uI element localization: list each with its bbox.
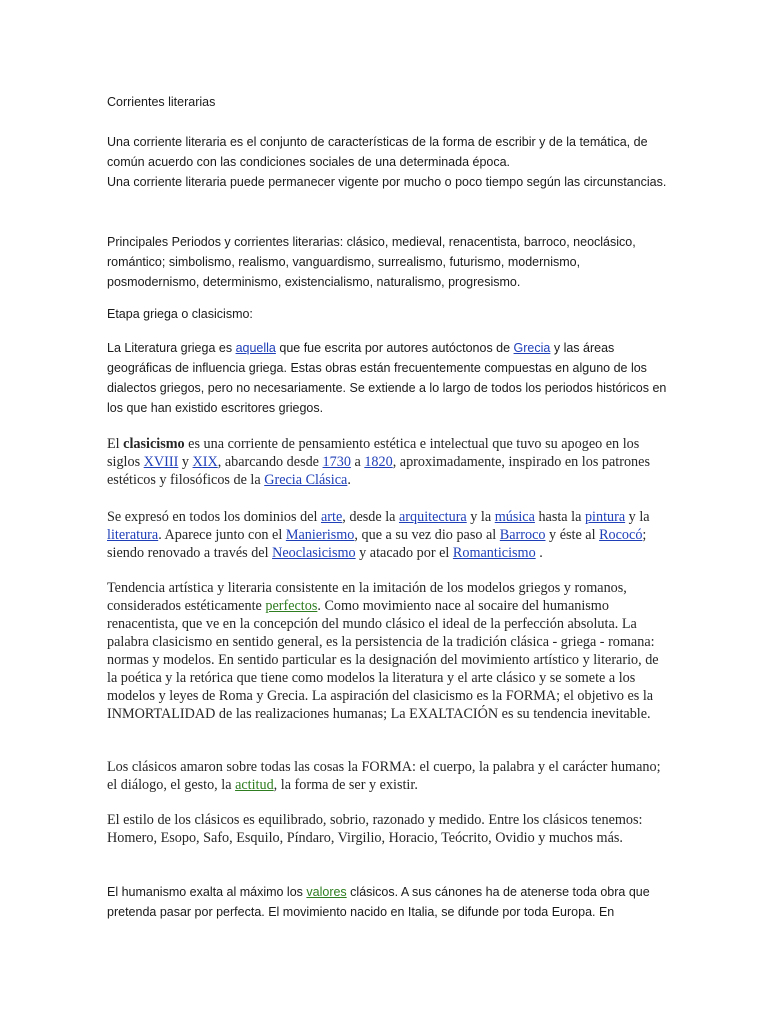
text-span: Se expresó en todos los dominios del: [107, 509, 321, 525]
estilo-paragraph: El estilo de los clásicos es equilibrado, sobrio, razonado y medido. Entre los clásicos tenemos: Homero, Esopo, Safo, Esquilo, Píndaro, Virgilio, Horacio, Teócrito, Ovidio y muchos más.: [107, 812, 643, 846]
clasicismo-paragraph: [107, 435, 667, 489]
link-grecia[interactable]: Grecia: [513, 341, 551, 355]
link-romanticismo[interactable]: Romanticismo: [452, 545, 536, 561]
amaron-paragraph: [107, 758, 667, 794]
link-xix[interactable]: XIX: [192, 454, 218, 470]
text-span: y: [178, 454, 193, 470]
text-span: es una corriente de pensamiento estética e intelectual que tuvo su apogeo en los siglos: [107, 436, 640, 470]
text-span: a: [350, 454, 365, 470]
link-arte[interactable]: arte: [320, 509, 343, 525]
text-span: y atacado por el: [355, 545, 453, 561]
text-span: .: [347, 472, 351, 488]
link-aquella[interactable]: aquella: [235, 341, 276, 355]
periods-paragraph: Principales Periodos y corrientes literarias: clásico, medieval, renacentista, barroco, neoclásico, romántico; simbolismo, realismo, vanguardismo, surrealismo, futurismo, modernismo, posmodernismo, determinismo, existencialismo, naturalismo, progresismo.: [107, 235, 636, 289]
link-rococo[interactable]: Rococó: [599, 527, 643, 543]
stage-heading: Etapa griega o clasicismo:: [107, 307, 253, 321]
text-span: .: [535, 545, 543, 561]
link-xviii[interactable]: XVIII: [143, 454, 179, 470]
intro-paragraph-2: Una corriente literaria puede permanecer vigente por mucho o poco tiempo según las circunstancias.: [107, 175, 667, 189]
text-span: , abarcando desde: [217, 454, 323, 470]
text-span: , desde la: [342, 509, 399, 525]
text-span: Tendencia artística y literaria consistente en la imitación de los modelos griegos y romanos, considerados estéticamente: [107, 580, 627, 614]
text-span: El: [107, 436, 124, 452]
tendencia-paragraph: [107, 579, 667, 723]
text-span: Los clásicos amaron sobre todas las cosas la FORMA: el cuerpo, la palabra y el carácter humano; el diálogo, el gesto, la: [107, 759, 661, 793]
link-pintura[interactable]: pintura: [584, 509, 626, 525]
link-1820[interactable]: 1820: [364, 454, 393, 470]
link-literatura[interactable]: literatura: [107, 527, 159, 543]
text-span: y éste al: [545, 527, 600, 543]
link-manierismo[interactable]: Manierismo: [285, 527, 355, 543]
text-span: , que a su vez dio paso al: [354, 527, 500, 543]
link-grecia-clasica[interactable]: Grecia Clásica: [264, 472, 348, 488]
text-span: y la: [466, 509, 495, 525]
text-span: clásicos. A sus cánones ha de atenerse toda obra que pretenda pasar por perfecta. El movimiento nacido en Italia, se difunde por toda Europa. En: [107, 885, 650, 919]
text-span: , aproximadamente, inspirado en los patrones estéticos y filosóficos de la: [107, 454, 650, 488]
text-span: . Como movimiento nace al socaire del humanismo renacentista, que ve en la concepción del mundo clásico el ideal de la perfección absoluta. La palabra clasicismo en sentido general, es la persistencia de la tradición clásica - griega - romana: normas y modelos. En sentido particular es la designación del movimiento artístico y literario, de la poética y la retórica que tiene como modelos la literatura y el arte clásico y se somete a los modelos y leyes de Roma y Grecia. La aspiración del clasicismo es la FORMA; el objetivo es la INMORTALIDAD de las realizaciones humanas; La EXALTACIÓN es su tendencia inevitable.: [107, 598, 659, 722]
text-span: La Literatura griega es: [107, 341, 236, 355]
link-perfectos[interactable]: perfectos: [265, 598, 318, 614]
link-valores[interactable]: valores: [306, 885, 347, 899]
link-neoclasicismo[interactable]: Neoclasicismo: [272, 545, 356, 561]
document-title: Corrientes literarias: [107, 95, 216, 109]
greek-literature-paragraph: [107, 338, 667, 418]
intro-paragraph-1: Una corriente literaria es el conjunto de características de la forma de escribir y de la temática, de común acuerdo con las condiciones sociales de una determinada época.: [107, 135, 648, 169]
text-span: El humanismo exalta al máximo los: [107, 885, 307, 899]
link-musica[interactable]: música: [494, 509, 535, 525]
bold-term: clasicismo: [123, 436, 185, 452]
text-span: y las áreas geográficas de influencia griega. Estas obras están frecuentemente compuestas en alguno de los dialectos griegos, pero no necesariamente. Se extiende a lo largo de todos los periodos históricos en los que han existido escritores griegos.: [107, 341, 667, 415]
text-span: , la forma de ser y existir.: [273, 777, 418, 793]
link-1730[interactable]: 1730: [322, 454, 351, 470]
link-arquitectura[interactable]: arquitectura: [398, 509, 467, 525]
link-actitud[interactable]: actitud: [235, 777, 274, 793]
expreso-paragraph: [107, 508, 667, 562]
text-span: . Aparece junto con el: [158, 527, 286, 543]
text-span: y la: [625, 509, 650, 525]
text-span: que fue escrita por autores autóctonos de: [275, 341, 514, 355]
text-span: ; siendo renovado a través del: [107, 527, 647, 561]
link-barroco[interactable]: Barroco: [499, 527, 546, 543]
humanismo-paragraph: [107, 882, 667, 922]
text-span: hasta la: [534, 509, 585, 525]
